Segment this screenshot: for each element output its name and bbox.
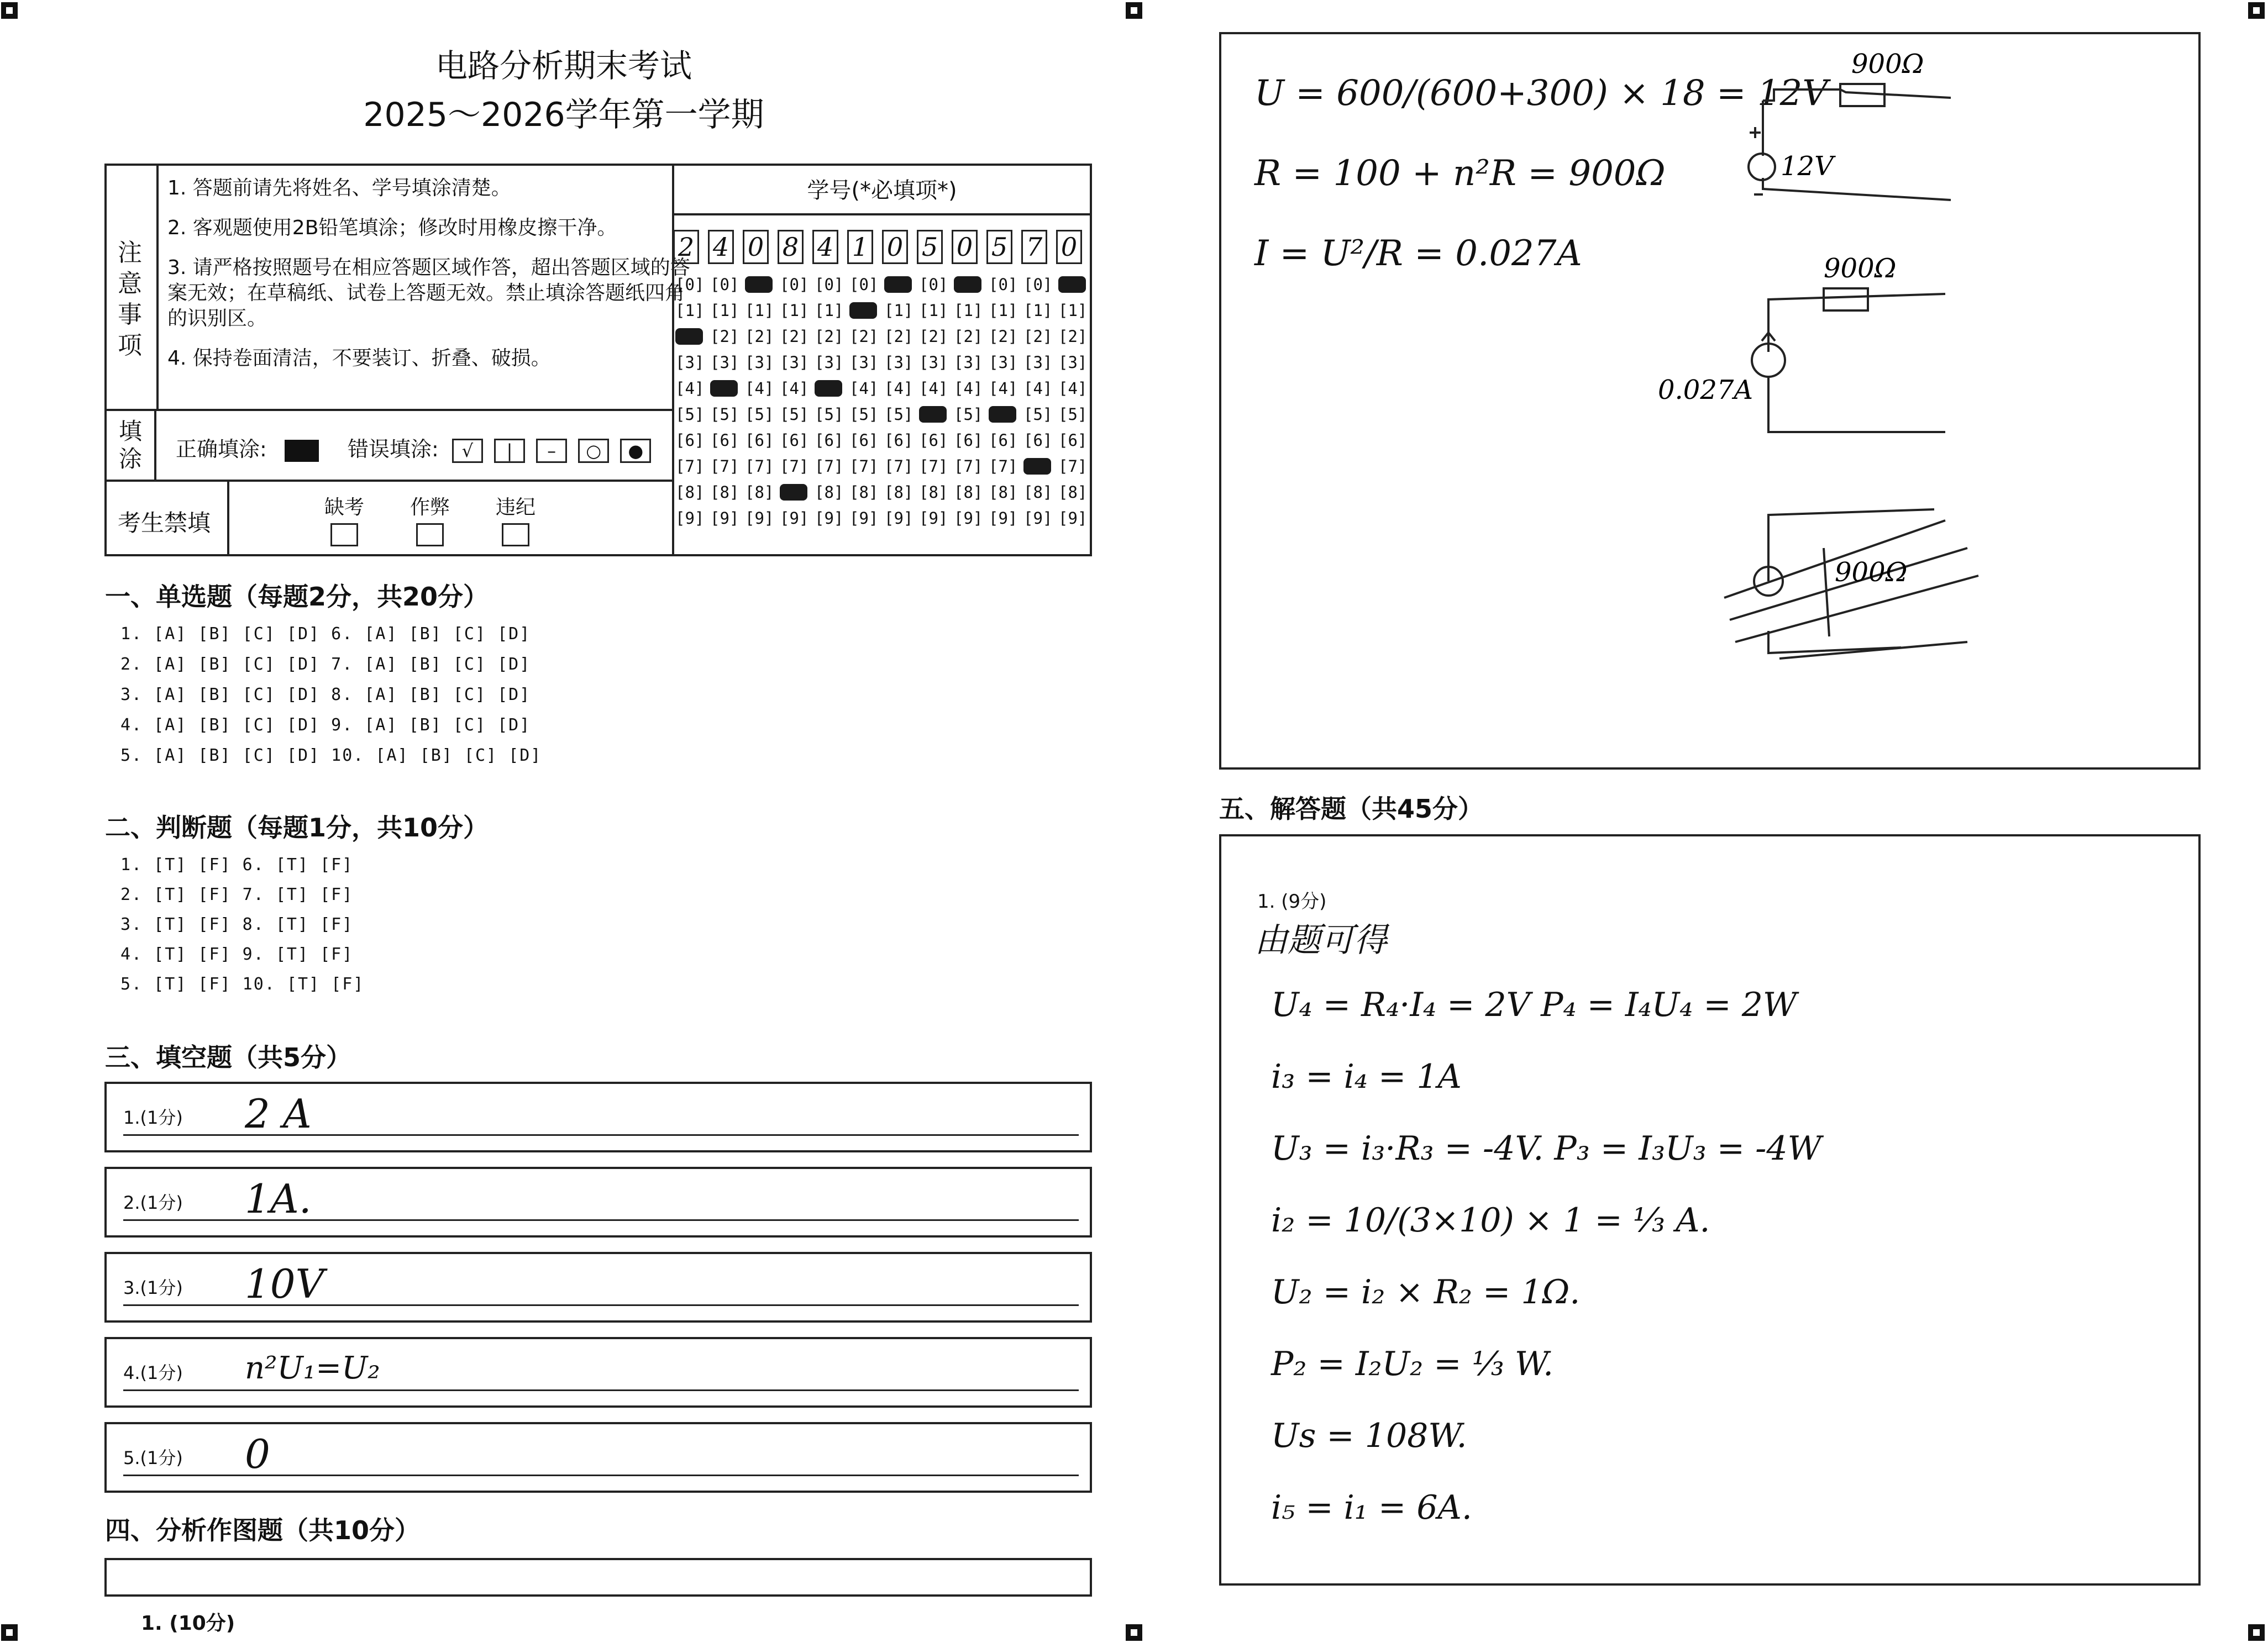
id-bubble[interactable]: [3]: [780, 353, 809, 372]
circuit-2-source-label: 0.027A: [1658, 375, 1754, 406]
id-bubble[interactable]: [3]: [919, 353, 948, 372]
id-bubble[interactable]: [8]: [884, 483, 914, 502]
single-choice-row[interactable]: 3. [A] [B] [C] [D] 8. [A] [B] [C] [D]: [120, 685, 531, 704]
id-bubble[interactable]: [5]: [884, 405, 914, 424]
id-bubble[interactable]: [0]: [1023, 275, 1053, 294]
id-bubble[interactable]: [1]: [1023, 301, 1053, 320]
correct-fill-sample: [285, 440, 319, 462]
id-bubble[interactable]: [2]: [780, 327, 809, 346]
id-bubble[interactable]: [2]: [954, 327, 983, 346]
id-bubble[interactable]: [710, 376, 741, 402]
student-id-digit-cell[interactable]: 0: [882, 230, 908, 264]
violation-checkbox[interactable]: [502, 523, 529, 546]
solution-line: Us = 108W.: [1271, 1417, 1467, 1455]
fill-row: [107, 409, 672, 480]
single-choice-row[interactable]: 4. [A] [B] [C] [D] 9. [A] [B] [C] [D]: [120, 715, 531, 735]
id-bubble[interactable]: [9]: [710, 509, 739, 528]
section4-q1-label: 1. (10分): [141, 1612, 235, 1635]
single-choice-row[interactable]: 1. [A] [B] [C] [D] 6. [A] [B] [C] [D]: [120, 624, 531, 644]
absent-label: 缺考: [324, 496, 364, 519]
id-bubble[interactable]: [9]: [989, 509, 1018, 528]
id-bubble[interactable]: [6]: [919, 431, 948, 450]
true-false-row[interactable]: 1. [T] [F] 6. [T] [F]: [120, 855, 354, 875]
absent-checkbox[interactable]: [330, 523, 358, 546]
id-bubble[interactable]: [8]: [745, 483, 774, 502]
wrong-fill-sample-circle: ○: [578, 439, 609, 463]
id-bubble[interactable]: [1]: [989, 301, 1018, 320]
circuit-1: [1749, 84, 1951, 200]
id-bubble[interactable]: [6]: [1058, 431, 1088, 450]
corner-mark-bottom-right: [2248, 1624, 2265, 1641]
notice-item: 3. 请严格按照题号在相应答题区域作答，超出答题区域的答案无效；在草稿纸、试卷上答题无效。禁止填涂答题纸四角的识别区。: [167, 256, 690, 330]
single-choice-row[interactable]: 5. [A] [B] [C] [D] 10. [A] [B] [C] [D]: [120, 746, 542, 765]
id-bubble[interactable]: [6]: [780, 431, 809, 450]
id-bubble[interactable]: [849, 298, 880, 324]
student-id-bubble-column: [884, 272, 915, 531]
corner-mark-bottom-mid: [1126, 1624, 1142, 1641]
id-bubble[interactable]: [1]: [815, 301, 844, 320]
id-bubble[interactable]: [4]: [884, 379, 914, 398]
circuit-1-source-label: 12V: [1781, 151, 1834, 182]
wrong-fill-label: 错误填涂:: [348, 437, 439, 461]
id-bubble[interactable]: [2]: [919, 327, 948, 346]
id-bubble[interactable]: [6]: [815, 431, 844, 450]
id-bubble[interactable]: [3]: [815, 353, 844, 372]
id-bubble[interactable]: [2]: [1058, 327, 1088, 346]
id-bubble[interactable]: [1]: [710, 301, 739, 320]
id-bubble[interactable]: [4]: [1058, 379, 1088, 398]
id-bubble[interactable]: [1]: [919, 301, 948, 320]
fill-blank-5[interactable]: [104, 1422, 1092, 1493]
forbidden-row: [107, 480, 672, 556]
notice-items: [167, 176, 698, 371]
student-id-digit-cell[interactable]: 2: [673, 230, 699, 264]
id-bubble[interactable]: [5]: [675, 405, 705, 424]
id-bubble[interactable]: [884, 272, 915, 298]
id-bubble[interactable]: [9]: [1023, 509, 1053, 528]
student-id-bubble-column: [815, 272, 846, 531]
id-bubble[interactable]: [5]: [849, 405, 879, 424]
true-false-row[interactable]: 3. [T] [F] 8. [T] [F]: [120, 915, 354, 934]
id-bubble[interactable]: [9]: [745, 509, 774, 528]
id-bubble[interactable]: [9]: [884, 509, 914, 528]
id-bubble[interactable]: [5]: [745, 405, 774, 424]
id-bubble[interactable]: [9]: [675, 509, 705, 528]
notice-item: 4. 保持卷面清洁，不要装订、折叠、破损。: [167, 347, 551, 370]
id-bubble[interactable]: [6]: [710, 431, 739, 450]
student-id-digit-cell[interactable]: 7: [1021, 230, 1047, 264]
id-bubble[interactable]: [3]: [1023, 353, 1053, 372]
student-id-bubble-column: [1058, 272, 1089, 531]
section5-q1-label: 1. (9分): [1257, 891, 1327, 913]
id-bubble[interactable]: [9]: [849, 509, 879, 528]
fill-blank-answer: 2 A: [245, 1091, 312, 1137]
id-bubble[interactable]: [2]: [1023, 327, 1053, 346]
solution-line: U₂ = i₂ × R₂ = 1Ω.: [1271, 1273, 1581, 1312]
corner-mark-top-right: [2248, 2, 2265, 19]
id-bubble[interactable]: [4]: [745, 379, 774, 398]
corner-mark-top-mid: [1126, 2, 1142, 19]
id-bubble[interactable]: [7]: [884, 457, 914, 476]
id-bubble[interactable]: [6]: [884, 431, 914, 450]
id-bubble[interactable]: [1]: [745, 301, 774, 320]
id-bubble[interactable]: [7]: [780, 457, 809, 476]
id-bubble[interactable]: [6]: [849, 431, 879, 450]
fill-blank-answer: n²U₁=U₂: [245, 1350, 380, 1386]
id-bubble[interactable]: [8]: [675, 483, 705, 502]
section1-title: 一、单选题（每题2分，共20分）: [105, 582, 489, 612]
circuit-2-resistor-label: 900Ω: [1824, 253, 1897, 284]
id-bubble[interactable]: [8]: [849, 483, 879, 502]
circuit-1-resistor-label: 900Ω: [1851, 49, 1924, 80]
id-bubble[interactable]: [2]: [815, 327, 844, 346]
exam-term: 2025～2026学年第一学期: [363, 96, 764, 134]
exam-title: 电路分析期末考试: [435, 47, 692, 85]
id-bubble[interactable]: [7]: [849, 457, 879, 476]
notice-item: 1. 答题前请先将姓名、学号填涂清楚。: [167, 177, 511, 199]
solution-line: i₃ = i₄ = 1A: [1271, 1057, 1462, 1096]
wrong-fill-sample-dot: ●: [620, 439, 651, 463]
cheat-label: 作弊: [410, 496, 450, 519]
id-bubble[interactable]: [6]: [954, 431, 983, 450]
id-bubble[interactable]: [0]: [675, 275, 705, 294]
fill-blank-answer: 10V: [245, 1261, 324, 1307]
student-id-digit-cell[interactable]: 5: [986, 230, 1012, 264]
section4-answer-box-top[interactable]: [104, 1558, 1092, 1597]
id-bubble[interactable]: [8]: [815, 483, 844, 502]
id-bubble[interactable]: [3]: [884, 353, 914, 372]
student-id-digit-cell[interactable]: 4: [708, 230, 734, 264]
solution-line: i₂ = 10/(3×10) × 1 = ⅓ A.: [1271, 1201, 1710, 1240]
wrong-fill-sample-check: √: [452, 439, 483, 463]
id-bubble[interactable]: [2]: [745, 327, 774, 346]
answer-line: [123, 1304, 1079, 1306]
section2-title: 二、判断题（每题1分，共10分）: [105, 813, 489, 843]
solution-line: U₃ = i₃·R₃ = -4V. P₃ = I₃U₃ = -4W: [1271, 1129, 1822, 1168]
id-bubble[interactable]: [3]: [989, 353, 1018, 372]
student-id-digit-cell[interactable]: 0: [952, 230, 978, 264]
fill-label: 填涂: [119, 418, 143, 472]
work-line-3: I = U²/R = 0.027A: [1254, 233, 1582, 274]
id-bubble[interactable]: [5]: [710, 405, 739, 424]
id-bubble[interactable]: [3]: [675, 353, 705, 372]
id-bubble[interactable]: [6]: [989, 431, 1018, 450]
id-bubble[interactable]: [7]: [675, 457, 705, 476]
circuit-diagrams: [1636, 34, 2188, 769]
id-bubble[interactable]: [6]: [675, 431, 705, 450]
student-id-bubble-column: [780, 272, 811, 531]
id-bubble[interactable]: [4]: [780, 379, 809, 398]
circuit-3-resistor-label: 900Ω: [1835, 557, 1908, 588]
wrong-fill-sample-bar: |: [494, 439, 525, 463]
true-false-row[interactable]: 4. [T] [F] 9. [T] [F]: [120, 945, 354, 964]
id-bubble[interactable]: [2]: [884, 327, 914, 346]
correct-fill-label: 正确填涂:: [176, 437, 267, 461]
student-id-digit-cell[interactable]: 5: [917, 230, 943, 264]
id-bubble[interactable]: [7]: [954, 457, 983, 476]
fill-blank-answer: 0: [245, 1431, 270, 1477]
id-bubble[interactable]: [675, 324, 706, 350]
id-bubble[interactable]: [815, 376, 846, 402]
id-bubble[interactable]: [2]: [710, 327, 739, 346]
student-id-digit-cell[interactable]: 4: [812, 230, 838, 264]
id-bubble[interactable]: [780, 480, 811, 506]
id-bubble[interactable]: [4]: [1023, 379, 1053, 398]
wrong-fill-sample-dash: –: [536, 439, 567, 463]
id-bubble[interactable]: [7]: [989, 457, 1018, 476]
notice-label-cell: [107, 166, 159, 409]
id-bubble[interactable]: [0]: [919, 275, 948, 294]
fill-blank-4[interactable]: [104, 1337, 1092, 1408]
id-bubble[interactable]: [0]: [780, 275, 809, 294]
fill-blank-number: 3.(1分): [123, 1277, 183, 1298]
student-id-digit-cell[interactable]: 0: [743, 230, 769, 264]
student-id-bubble-column: [919, 272, 950, 531]
id-bubble[interactable]: [8]: [1023, 483, 1053, 502]
id-bubble[interactable]: [4]: [954, 379, 983, 398]
work-line-1: U = 600/(600+300) × 18 = 12V: [1254, 73, 1828, 114]
solution-line: U₄ = R₄·I₄ = 2V P₄ = I₄U₄ = 2W: [1271, 986, 1797, 1024]
student-id-bubble-column: [675, 272, 706, 531]
id-bubble[interactable]: [4]: [919, 379, 948, 398]
student-id-bubble-column: [710, 272, 741, 531]
id-bubble[interactable]: [7]: [710, 457, 739, 476]
id-bubble[interactable]: [9]: [815, 509, 844, 528]
section4-title: 四、分析作图题（共10分）: [105, 1515, 421, 1545]
notice-item: 2. 客观题使用2B铅笔填涂；修改时用橡皮擦干净。: [167, 217, 617, 239]
fill-blank-2[interactable]: [104, 1167, 1092, 1238]
id-bubble[interactable]: [8]: [989, 483, 1018, 502]
student-id-digit-cell[interactable]: 1: [847, 230, 873, 264]
student-id-digit-cell[interactable]: 0: [1056, 230, 1082, 264]
id-bubble[interactable]: [5]: [815, 405, 844, 424]
fill-blank-number: 1.(1分): [123, 1107, 183, 1128]
fill-blank-answer: 1A.: [245, 1176, 312, 1222]
answer-line: [123, 1134, 1079, 1136]
id-bubble[interactable]: [8]: [954, 483, 983, 502]
fill-blank-3[interactable]: [104, 1252, 1092, 1323]
id-bubble[interactable]: [1023, 454, 1054, 480]
id-bubble[interactable]: [8]: [919, 483, 948, 502]
id-bubble[interactable]: [9]: [780, 509, 809, 528]
id-bubble[interactable]: [7]: [815, 457, 844, 476]
id-bubble[interactable]: [1]: [675, 301, 705, 320]
id-bubble[interactable]: [5]: [780, 405, 809, 424]
id-bubble[interactable]: [954, 272, 985, 298]
id-bubble[interactable]: [8]: [710, 483, 739, 502]
section3-title: 三、填空题（共5分）: [105, 1042, 352, 1072]
id-bubble[interactable]: [0]: [849, 275, 879, 294]
id-bubble[interactable]: [7]: [1058, 457, 1088, 476]
section5-title: 五、解答题（共45分）: [1219, 794, 1484, 824]
violation-label: 违纪: [495, 496, 536, 519]
id-bubble[interactable]: [6]: [745, 431, 774, 450]
solution-line: P₂ = I₂U₂ = ⅓ W.: [1271, 1345, 1554, 1383]
id-bubble[interactable]: [919, 402, 950, 428]
id-bubble[interactable]: [1]: [884, 301, 914, 320]
id-bubble[interactable]: [1]: [1058, 301, 1088, 320]
true-false-row[interactable]: 5. [T] [F] 10. [T] [F]: [120, 975, 365, 994]
fill-blank-number: 4.(1分): [123, 1362, 183, 1383]
id-bubble[interactable]: [2]: [989, 327, 1018, 346]
corner-mark-top-left: [1, 2, 18, 19]
id-bubble[interactable]: [6]: [1023, 431, 1053, 450]
id-bubble[interactable]: [3]: [954, 353, 983, 372]
solution-line: i₅ = i₁ = 6A.: [1271, 1488, 1472, 1527]
id-bubble[interactable]: [3]: [745, 353, 774, 372]
id-bubble[interactable]: [4]: [849, 379, 879, 398]
id-bubble[interactable]: [4]: [675, 379, 705, 398]
section5-answer-box[interactable]: [1219, 834, 2201, 1586]
single-choice-row[interactable]: 2. [A] [B] [C] [D] 7. [A] [B] [C] [D]: [120, 655, 531, 674]
id-bubble[interactable]: [745, 272, 776, 298]
corner-mark-bottom-left: [1, 1624, 18, 1641]
student-id-bubble-column: [849, 272, 880, 531]
id-bubble[interactable]: [989, 402, 1020, 428]
id-bubble[interactable]: [9]: [919, 509, 948, 528]
solution-line: 由题可得: [1254, 921, 1387, 960]
circuit-2: [1752, 288, 1945, 432]
fill-blank-number: 2.(1分): [123, 1192, 183, 1213]
id-bubble[interactable]: [1058, 272, 1089, 298]
id-bubble[interactable]: [0]: [989, 275, 1018, 294]
notice-label: 注意事项: [118, 239, 142, 360]
id-bubble[interactable]: [7]: [745, 457, 774, 476]
student-id-bubble-column: [989, 272, 1020, 531]
id-bubble[interactable]: [4]: [989, 379, 1018, 398]
id-bubble[interactable]: [5]: [1058, 405, 1088, 424]
student-id-digit-cell[interactable]: 8: [778, 230, 804, 264]
fill-blank-1[interactable]: [104, 1082, 1092, 1152]
id-bubble[interactable]: [5]: [1023, 405, 1053, 424]
cheat-checkbox[interactable]: [416, 523, 444, 546]
id-bubble[interactable]: [1]: [954, 301, 983, 320]
id-bubble[interactable]: [0]: [710, 275, 739, 294]
answer-line: [123, 1475, 1079, 1476]
id-bubble[interactable]: [2]: [849, 327, 879, 346]
answer-line: [123, 1389, 1079, 1391]
id-bubble[interactable]: [3]: [1058, 353, 1088, 372]
student-id-bubble-column: [1023, 272, 1054, 531]
id-bubble[interactable]: [5]: [954, 405, 983, 424]
id-bubble[interactable]: [0]: [815, 275, 844, 294]
true-false-row[interactable]: 2. [T] [F] 7. [T] [F]: [120, 885, 354, 904]
id-bubble[interactable]: [3]: [849, 353, 879, 372]
id-bubble[interactable]: [1]: [780, 301, 809, 320]
work-line-2: R = 100 + n²R = 900Ω: [1254, 153, 1666, 194]
id-bubble[interactable]: [8]: [1058, 483, 1088, 502]
student-id-header: 学号(*必填项*): [674, 166, 1090, 215]
id-bubble[interactable]: [9]: [954, 509, 983, 528]
id-bubble[interactable]: [7]: [919, 457, 948, 476]
section4-work-box[interactable]: [1219, 32, 2201, 770]
answer-line: [123, 1219, 1079, 1221]
id-bubble[interactable]: [3]: [710, 353, 739, 372]
id-bubble[interactable]: [9]: [1058, 509, 1088, 528]
forbidden-label: 考生禁填: [118, 509, 211, 536]
fill-blank-number: 5.(1分): [123, 1447, 183, 1468]
student-id-bubble-column: [954, 272, 985, 531]
student-id-bubble-column: [745, 272, 776, 531]
